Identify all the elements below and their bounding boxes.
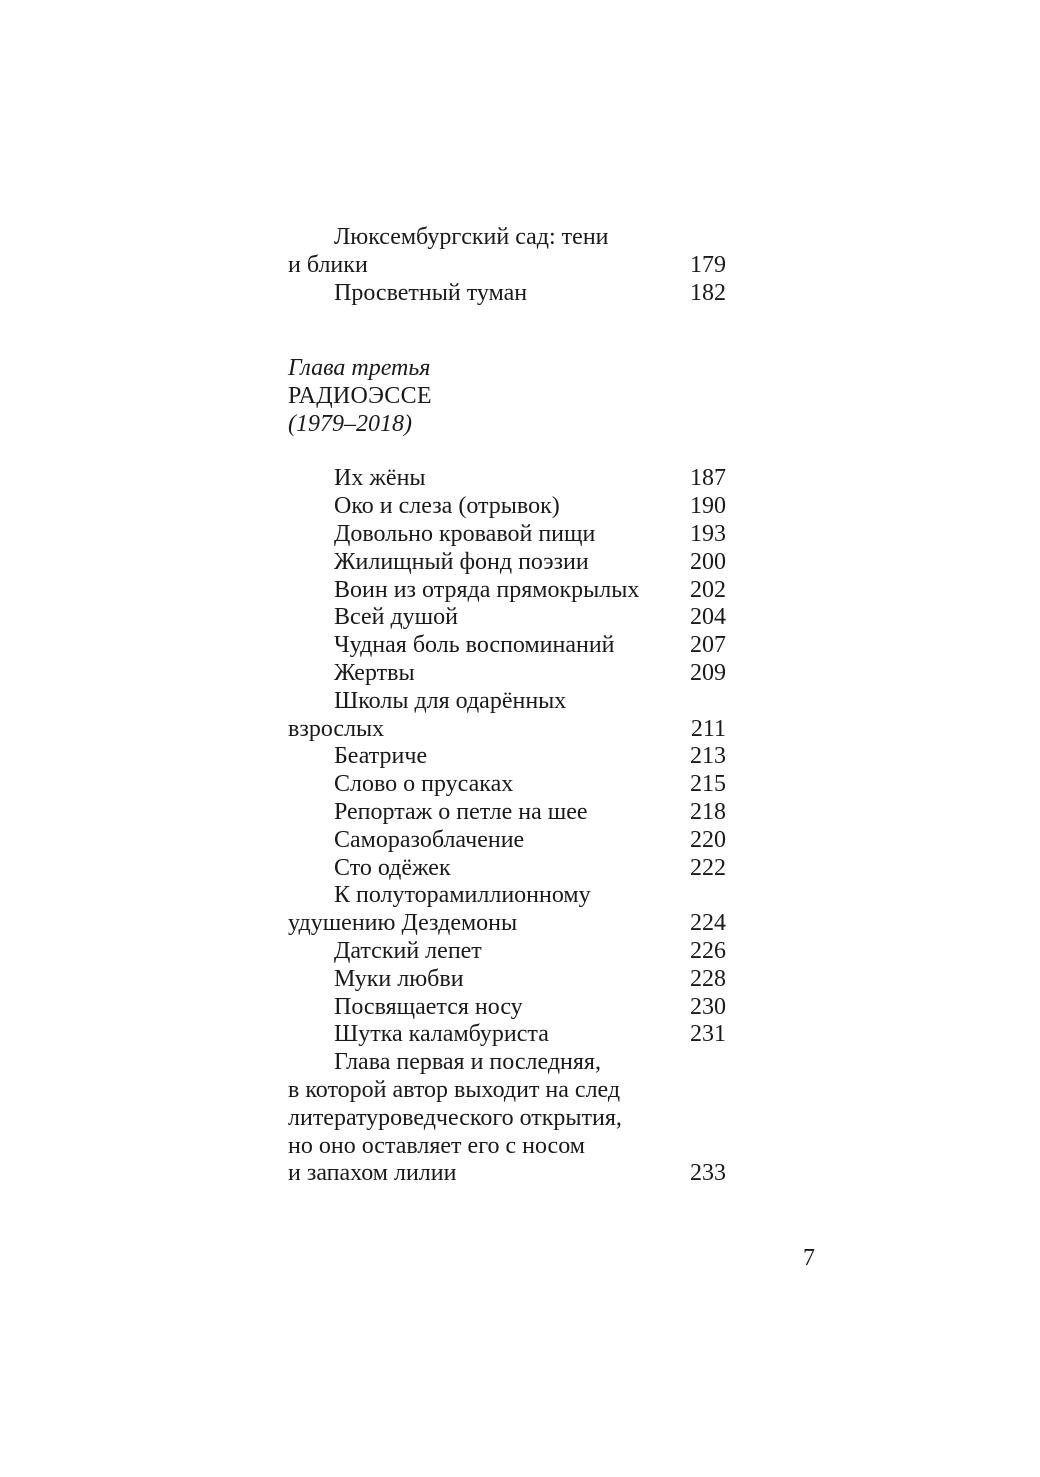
toc-entry-title-line: Посвящается носу: [334, 993, 523, 1020]
toc-entry-title-line: Сто одёжек: [334, 854, 451, 881]
toc-entry-title-line: и запахом лилии: [288, 1160, 457, 1187]
toc-entry-page: 211: [690, 715, 726, 742]
toc-entry-title-line: Всей душой: [334, 604, 458, 631]
toc-entry-title-line: Муки любви: [334, 965, 464, 992]
toc-entry-title-line: в которой автор выходит на след: [288, 1076, 621, 1103]
toc-section-top: [288, 224, 726, 307]
toc-entry-page: 220: [690, 826, 726, 853]
toc-entry: [288, 493, 726, 521]
toc-entry: [288, 938, 726, 966]
chapter-heading: [288, 354, 726, 438]
toc-entry-title-line: Их жёны: [334, 465, 426, 492]
toc-entry-title-line: Люксембургский сад: тени: [334, 224, 609, 250]
toc-entry-title-line: и блики: [288, 251, 368, 278]
toc-entry-title-line: Глава первая и последняя,: [334, 1049, 601, 1076]
toc-entry: [288, 966, 726, 994]
toc-entry: [288, 224, 726, 280]
toc-entry-page: 200: [690, 548, 726, 575]
toc-entry: [288, 521, 726, 549]
table-of-contents: [288, 224, 726, 1188]
toc-entry-title-line: Беатриче: [334, 743, 428, 770]
chapter-title: РАДИОЭССЕ: [288, 383, 432, 410]
toc-entry-page: 228: [690, 965, 726, 992]
toc-entry: [288, 632, 726, 660]
toc-entry-title-line: литературоведческого открытия,: [288, 1104, 622, 1131]
toc-entry: [288, 465, 726, 493]
toc-entry-title-line: но оно оставляет его с носом: [288, 1132, 585, 1159]
toc-entry-title-line: Довольно кровавой пищи: [334, 520, 596, 547]
toc-entry-title-line: взрослых: [288, 715, 385, 742]
toc-entry-title-line: Репортаж о петле на шее: [334, 798, 588, 825]
toc-entry: [288, 743, 726, 771]
toc-entry: [288, 688, 726, 744]
chapter-label: Глава третья: [288, 355, 431, 382]
toc-entry-title-line: К полуторамиллионному: [334, 882, 591, 909]
toc-entry-title-line: Просветный туман: [334, 279, 528, 306]
toc-entry-page: 233: [690, 1160, 726, 1187]
page-number: 7: [803, 1245, 815, 1271]
toc-entry-page: 207: [690, 632, 726, 659]
chapter-years: (1979–2018): [288, 411, 412, 438]
toc-entry: [288, 771, 726, 799]
toc-entry-page: 213: [690, 743, 726, 770]
toc-entry: [288, 1049, 726, 1188]
toc-entry-title-line: Слово о прусаках: [334, 771, 514, 798]
toc-entry-title-line: Жилищный фонд поэзии: [334, 548, 589, 575]
toc-entry: [288, 855, 726, 883]
toc-entry: [288, 549, 726, 577]
toc-entry-page: 222: [690, 854, 726, 881]
toc-entry-title-line: Саморазоблачение: [334, 826, 525, 853]
toc-entry: [288, 280, 726, 308]
toc-entry-page: 182: [690, 279, 726, 306]
toc-entry-title-line: Датский лепет: [334, 937, 482, 964]
toc-entry-page: 224: [690, 910, 726, 937]
toc-entry-page: 179: [690, 251, 726, 278]
toc-entry: [288, 994, 726, 1022]
toc-entry: [288, 827, 726, 855]
toc-entry-page: 187: [690, 465, 726, 492]
toc-entry-page: 215: [690, 771, 726, 798]
toc-entry-page: 202: [690, 576, 726, 603]
toc-entry-page: 226: [690, 937, 726, 964]
toc-entry-title-line: Око и слеза (отрывок): [334, 493, 560, 520]
toc-entry: [288, 1021, 726, 1049]
toc-entry: [288, 660, 726, 688]
toc-entry-title-line: Школы для одарённых: [334, 687, 567, 714]
toc-entry-page: 190: [690, 493, 726, 520]
toc-entry: [288, 882, 726, 938]
toc-entry-title-line: Жертвы: [334, 659, 415, 686]
toc-entry-page: 218: [690, 798, 726, 825]
toc-entry-title-line: Шутка каламбуриста: [334, 1021, 549, 1048]
toc-entry-page: 209: [690, 659, 726, 686]
toc-entry-title-line: удушению Дездемоны: [288, 910, 518, 937]
toc-entry-page: 204: [690, 604, 726, 631]
toc-entry: [288, 604, 726, 632]
toc-entry-title-line: Воин из отряда прямокрылых: [334, 576, 640, 603]
toc-entry: [288, 577, 726, 605]
toc-entry-title-line: Чудная боль воспоминаний: [334, 632, 615, 659]
toc-entry-page: 193: [690, 520, 726, 547]
toc-entry-page: 231: [690, 1021, 726, 1048]
toc-section-chapter: [288, 465, 726, 1188]
toc-entry: [288, 799, 726, 827]
toc-entry-page: 230: [690, 993, 726, 1020]
